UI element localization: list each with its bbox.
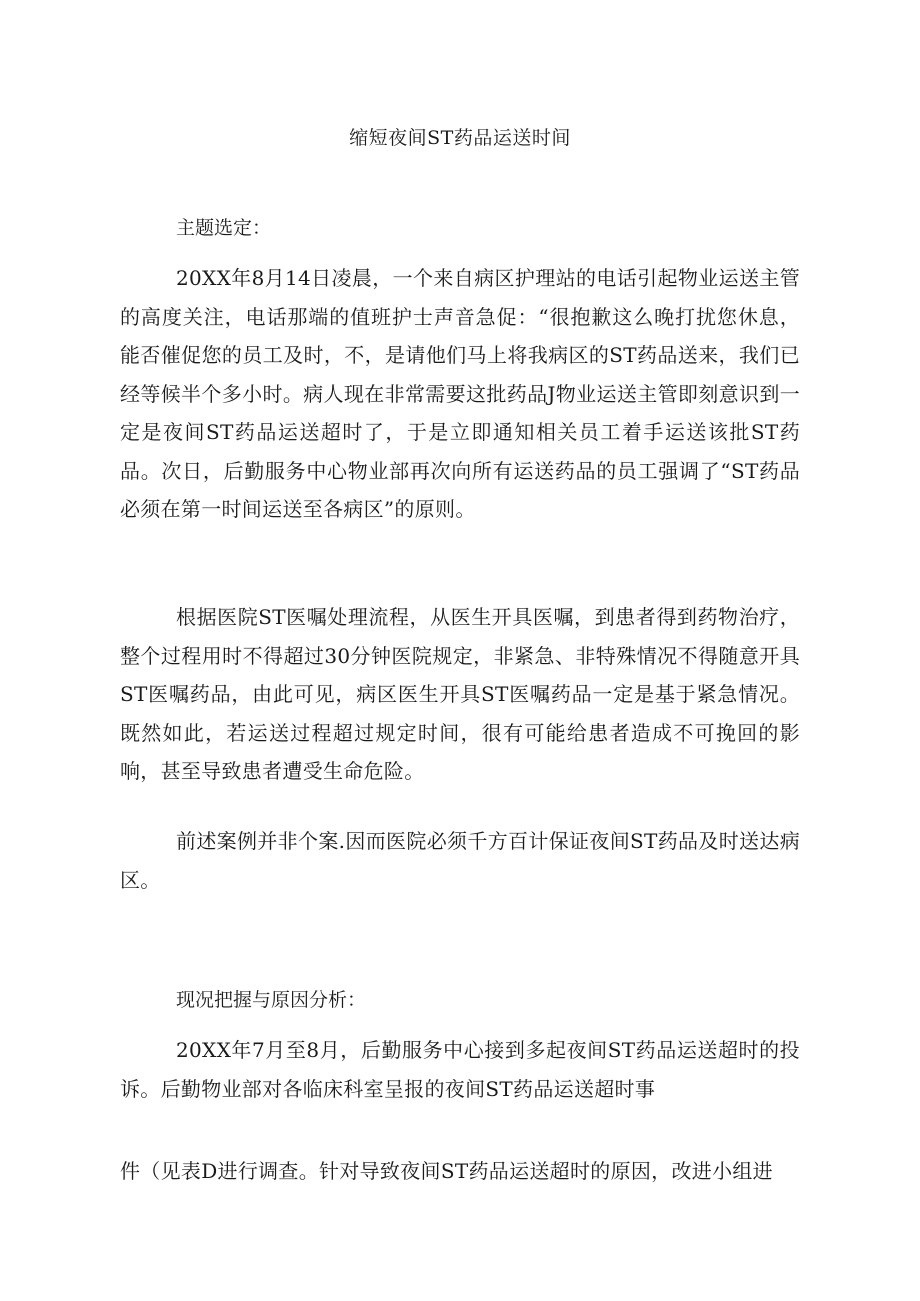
paragraph-continuation: 件（见表D进行调查。针对导致夜间ST药品运送超时的原因，改进小组进 — [120, 1159, 773, 1183]
section-heading-analysis: 现况把握与原因分析： — [176, 989, 367, 1011]
paragraph-complaints: 20XX年7月至8月，后勤服务中心接到多起夜间ST药品运送超时的投诉。后勤物业部对各临床科室呈报的夜间ST药品运送超时事 — [120, 1038, 800, 1101]
section-heading-topic: 主题选定： — [176, 217, 272, 239]
paragraph-procedure: 根据医院ST医嘱处理流程，从医生开具医嘱，到患者得到药物治疗，整个过程用时不得超过30分钟医院规定，非紧急、非特殊情况不得随意开具ST医嘱药品，由此可见，病区医生开具ST医嘱药品一定是基于紧急情况。既然如此，若运送过程超过规定时间，很有可能给患者造成不可挽回的影响，甚至导致患者遭受生命危险。 — [120, 605, 800, 783]
paragraph-incident: 20XX年8月14日凌晨，一个来自病区护理站的电话引起物业运送主管的高度关注，电话那端的值班护士声音急促：“很抱歉这么晚打扰您休息，能否催促您的员工及时，不，是请他们马上将我病区的ST药品送来，我们已经等候半个多小时。病人现在非常需要这批药品J物业运送主管即刻意识到一定是夜间ST药品运送超时了，于是立即通知相关员工着手运送该批ST药品。次日，后勤服务中心物业部再次向所有运送药品的员工强调了“ST药品必须在第一时间运送至各病区”的原则。 — [120, 266, 800, 521]
document-title: 缩短夜间ST药品运送时间 — [349, 127, 571, 149]
paragraph-conclusion: 前述案例并非个案.因而医院必须千方百计保证夜间ST药品及时送达病区。 — [120, 829, 800, 892]
